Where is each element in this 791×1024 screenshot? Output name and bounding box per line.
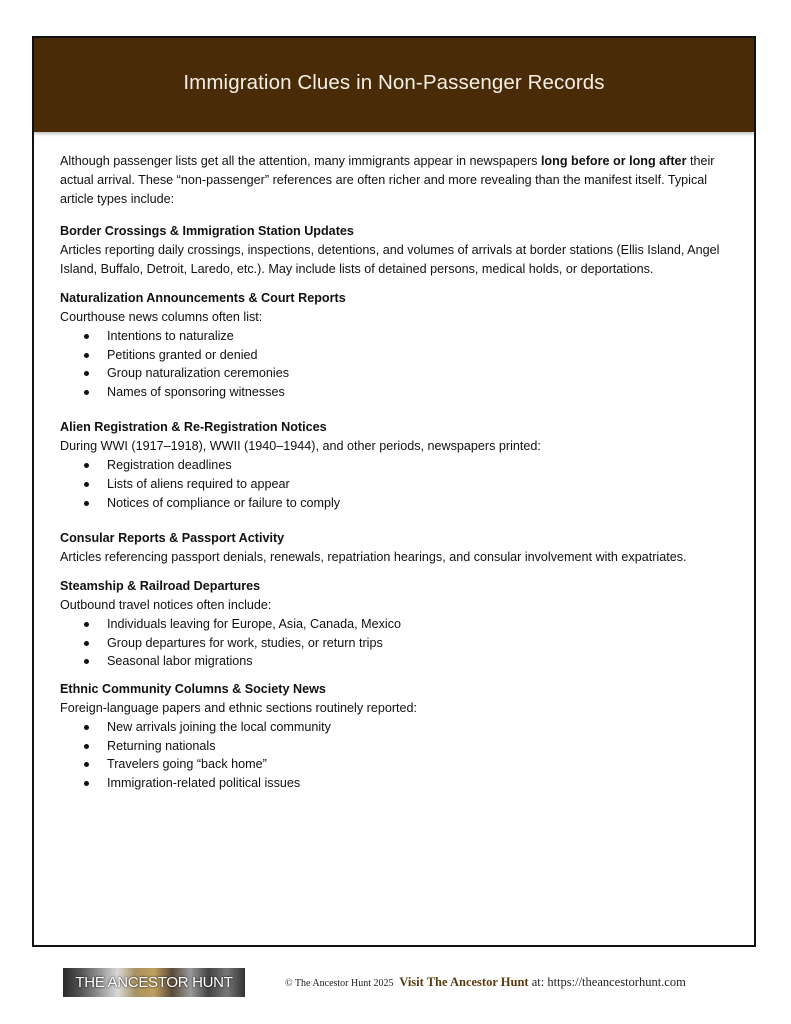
intro-text-before: Although passenger lists get all the attention, many immigrants appear in newspapers [60, 154, 541, 168]
bullet-icon [84, 781, 89, 786]
section-body: Foreign-language papers and ethnic sections routinely reported: [60, 700, 418, 715]
bullet-icon [84, 641, 89, 646]
visit-link[interactable]: Visit The Ancestor Hunt [399, 974, 529, 989]
document-content [60, 152, 732, 792]
list-item [60, 364, 732, 383]
list-item [60, 327, 732, 346]
bullet-icon [84, 371, 89, 376]
list-item-text: Notices of compliance or failure to comply [107, 495, 341, 510]
footer-credit [285, 975, 686, 990]
list-item-text: Seasonal labor migrations [107, 654, 253, 669]
bullet-icon [84, 659, 89, 664]
section-body: Outbound travel notices often include: [60, 598, 272, 613]
list-item-text: Group naturalization ceremonies [107, 366, 290, 381]
list-item-text: Group departures for work, studies, or return trips [107, 635, 383, 650]
list-item-text: Petitions granted or denied [107, 347, 258, 362]
section-heading: Border Crossings & Immigration Station Updates [60, 224, 354, 238]
bullet-icon [84, 622, 89, 627]
bullet-list [60, 718, 732, 792]
section-heading: Consular Reports & Passport Activity [60, 531, 285, 546]
list-item-text: Intentions to naturalize [107, 329, 234, 343]
bullet-list [60, 456, 732, 512]
footer-at-text: at: [528, 974, 548, 989]
list-item [60, 755, 732, 774]
section-heading: Ethnic Community Columns & Society News [60, 681, 326, 696]
ancestor-hunt-logo[interactable] [63, 968, 245, 997]
list-item-text: Returning nationals [107, 738, 216, 753]
section-body: During WWI (1917–1918), WWII (1940–1944), and other periods, newspapers printed: [60, 439, 541, 454]
list-item-text: New arrivals joining the local community [107, 719, 331, 734]
list-item [60, 718, 732, 737]
bullet-icon [84, 725, 89, 730]
intro-emphasis: long before or long after [540, 154, 687, 168]
list-item [60, 475, 732, 494]
section-body: Courthouse news columns often list: [60, 310, 263, 324]
list-item [60, 494, 732, 513]
list-item [60, 774, 732, 793]
list-item-text: Individuals leaving for Europe, Asia, Canada, Mexico [107, 617, 402, 632]
bullet-list [60, 615, 732, 671]
intro-text-after: their actual arrival. These “non-passenger” references are often richer and more revealing than the manifest itself. Typical article types include: [60, 154, 715, 206]
header-banner [34, 38, 754, 132]
document-frame [32, 36, 756, 947]
page-footer [63, 966, 743, 998]
bullet-icon [84, 353, 89, 358]
bullet-icon [84, 744, 89, 749]
spacer [60, 401, 732, 418]
list-item [60, 652, 732, 671]
section-heading: Steamship & Railroad Departures [60, 579, 261, 594]
bullet-list [60, 327, 732, 401]
page-title: Immigration Clues in Non-Passenger Records [183, 71, 605, 94]
bullet-icon [84, 501, 89, 506]
list-item-text: Immigration-related political issues [107, 775, 301, 790]
copyright-text: © The Ancestor Hunt 2025 [285, 977, 394, 989]
list-item-text: Registration deadlines [107, 458, 232, 473]
list-item-text: Travelers going “back home” [107, 757, 267, 772]
website-url-link[interactable]: https://theancestorhunt.com [547, 974, 686, 989]
list-item [60, 634, 732, 653]
section-heading: Naturalization Announcements & Court Reports [60, 291, 346, 305]
list-item [60, 456, 732, 475]
section-body: Articles referencing passport denials, renewals, repatriation hearings, and consular involvement with expatriates. [60, 550, 687, 565]
bullet-icon [84, 334, 89, 339]
list-item [60, 737, 732, 756]
spacer [60, 512, 732, 529]
section-body: Articles reporting daily crossings, inspections, detentions, and volumes of arrivals at border stations (Ellis Island, Angel Island, Buffalo, Detroit, Laredo, etc.). May include lists of detained persons, medical holds, or deportations. [60, 243, 720, 276]
bullet-icon [84, 390, 89, 395]
list-item-text: Names of sponsoring witnesses [107, 384, 285, 399]
section-heading: Alien Registration & Re-Registration Notices [60, 420, 327, 435]
logo-text: THE ANCESTOR HUNT [75, 973, 233, 991]
bullet-icon [84, 762, 89, 767]
list-item-text: Lists of aliens required to appear [107, 476, 290, 491]
list-item [60, 615, 732, 634]
bullet-icon [84, 482, 89, 487]
intro-paragraph [60, 152, 732, 209]
spacer [60, 671, 732, 680]
list-item [60, 346, 732, 365]
list-item [60, 383, 732, 402]
bullet-icon [84, 463, 89, 468]
